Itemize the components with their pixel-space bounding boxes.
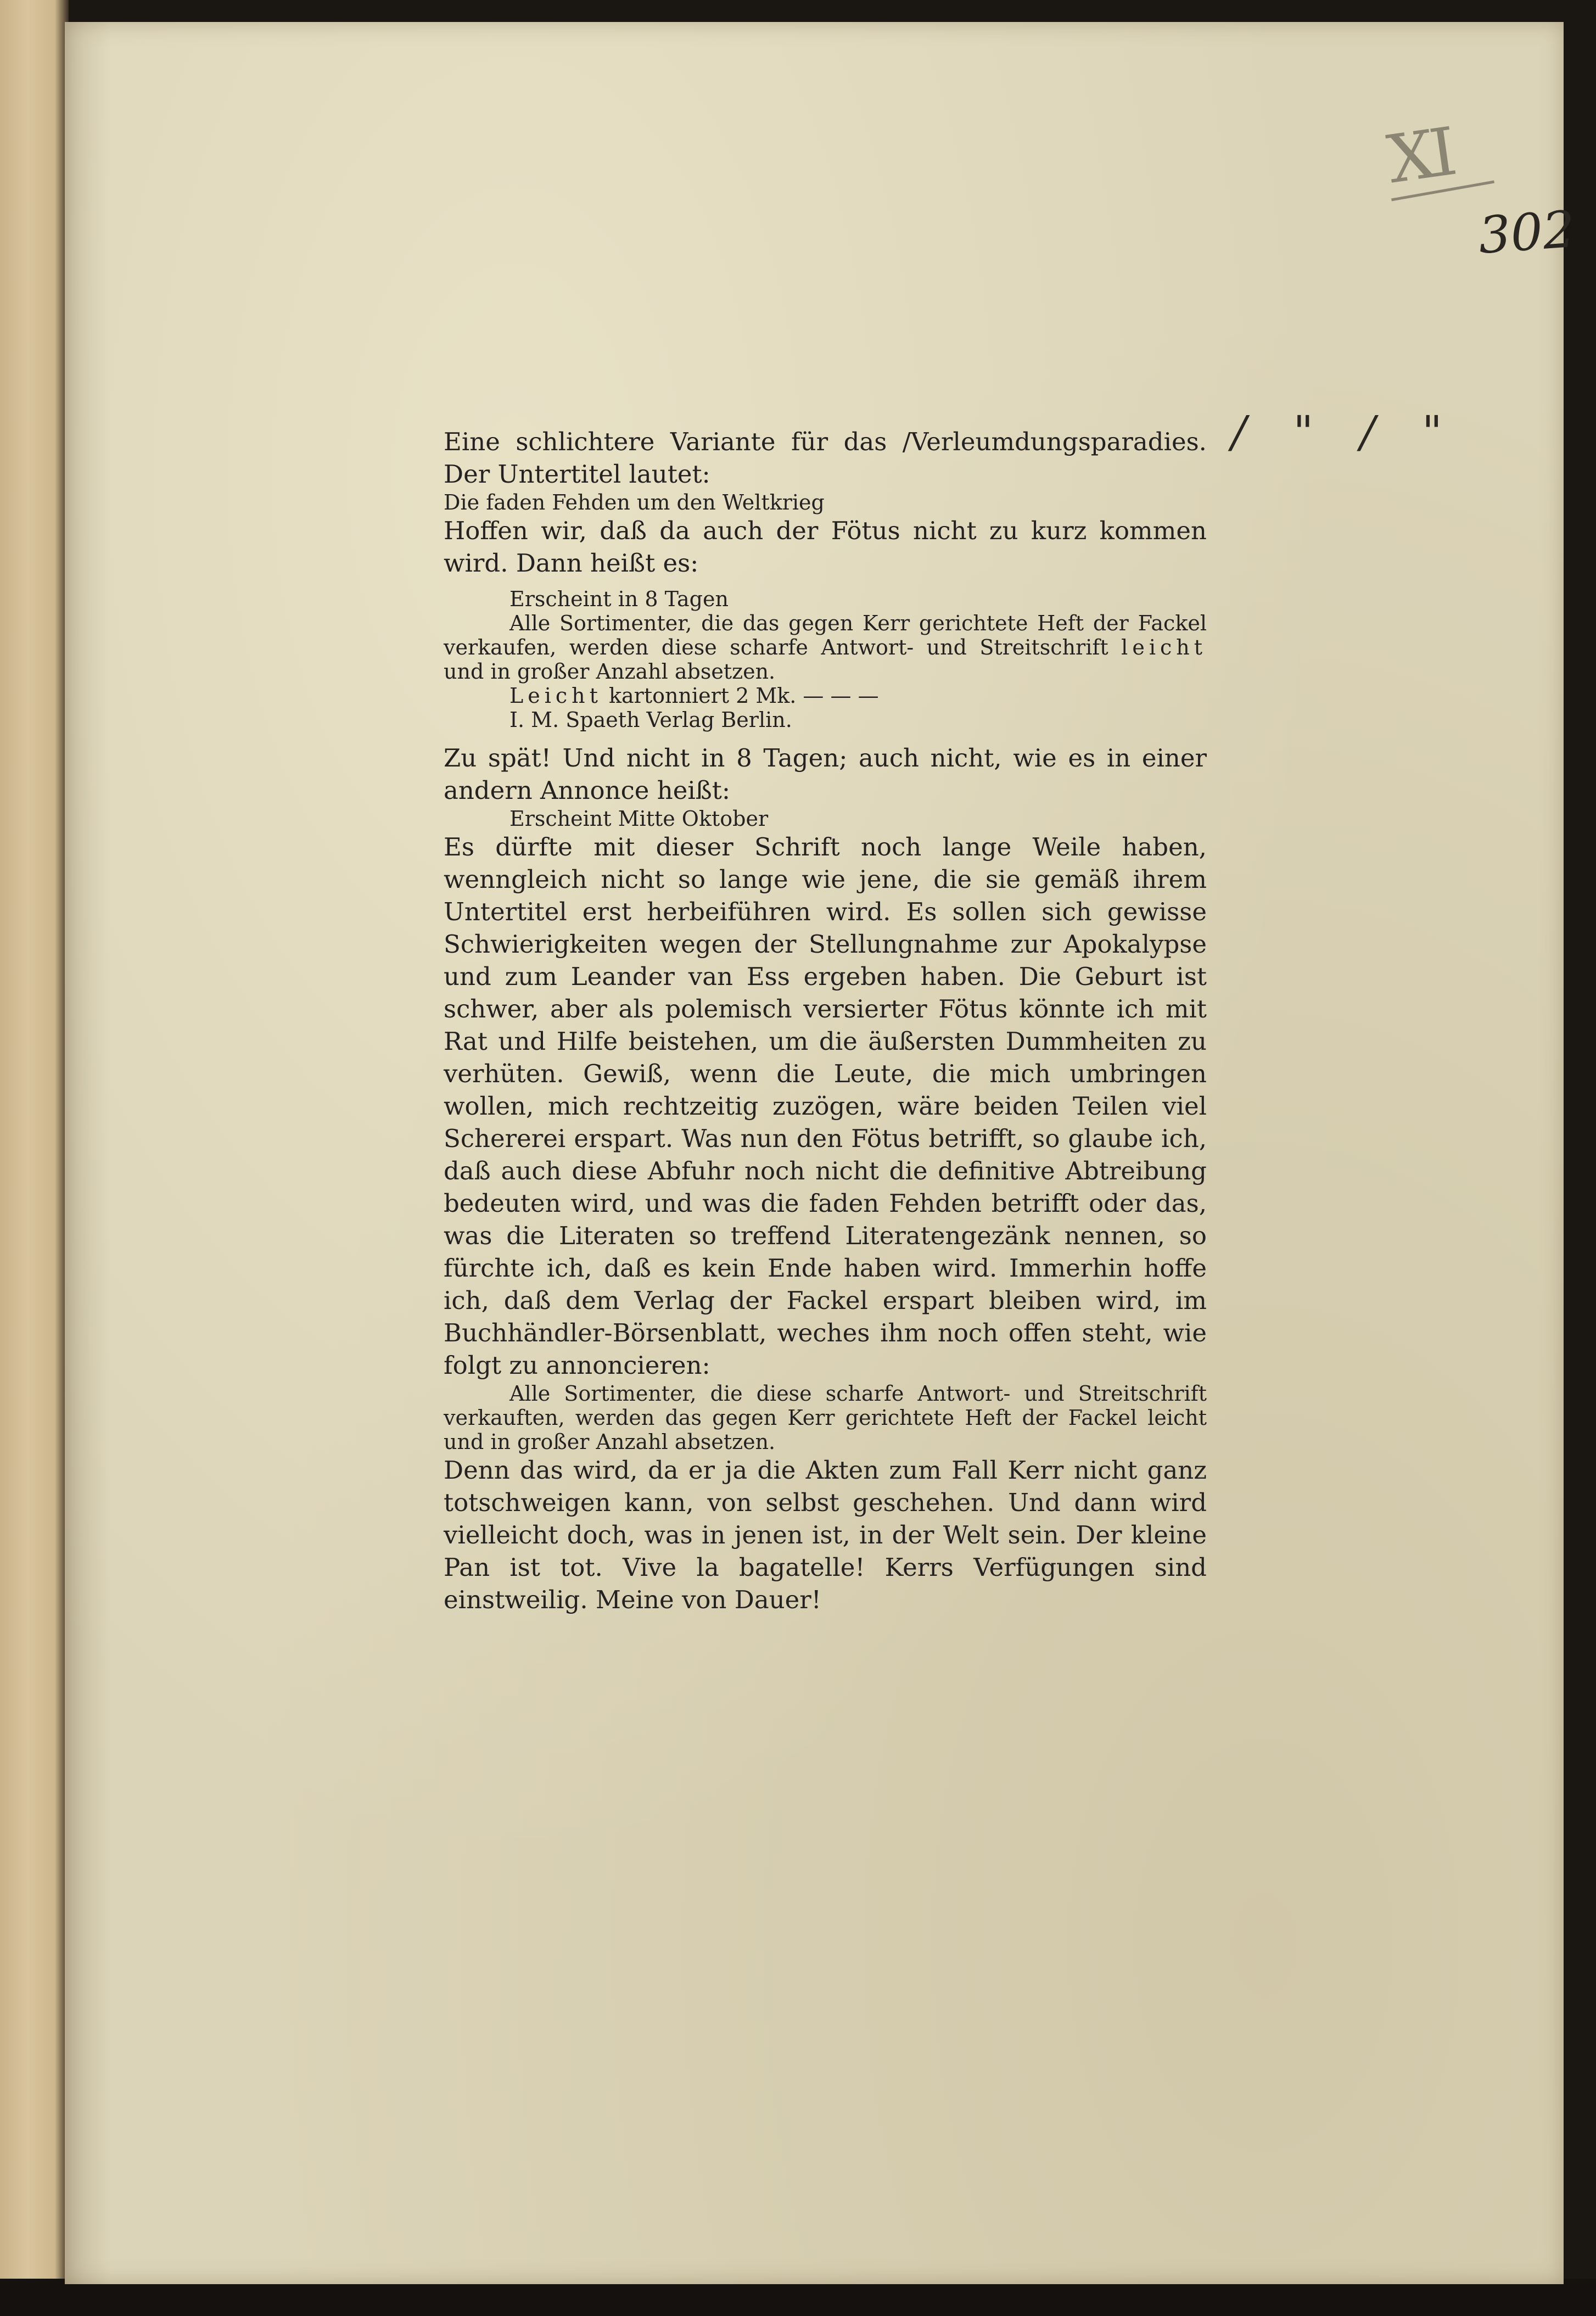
ad1-price-rest: kartonniert 2 Mk. — — — [602,684,879,708]
archive-mark: XI [1382,114,1457,199]
ad1-price [444,684,1207,708]
ad1-body-spaced: leicht [1121,635,1207,659]
scan-background [0,2279,1596,2316]
body-text [444,426,1207,1616]
advertisement-quote-1 [444,587,1207,732]
ad1-body-end: und in großer Anzahl absetzen. [444,659,776,684]
paragraph-4: Es dürfte mit dieser Schrift noch lange Weile haben, wenngleich nicht so lange wie jene, die sie gemäß ihrem Untertitel erst herbeiführen wird. Es sollen sich gewisse Schwierigkeiten wegen der Stellungnahme zur Apokalypse und zum Leander van Ess ergeben haben. Die Geburt ist schwer, aber als polemisch versierter Fötus könnte ich mit Rat und Hilfe beistehen, um die äußersten Dummheiten zu verhüten. Gewiß, wenn die Leute, die mich umbringen wollen, mich rechtzeitig zuzögen, wäre beiden Teilen viel Schererei erspart. Was nun den Fötus betrifft, so glaube ich, daß auch diese Abfuhr noch nicht die definitive Abtreibung bedeuten wird, und was die faden Fehden betrifft oder das, was die Literaten so treffend Literatengezänk nennen, so fürchte ich, daß es kein Ende haben wird. Immerhin hoffe ich, daß dem Verlag der Fackel erspart bleiben wird, im Buchhändler-Börsenblatt, weches ihm noch offen steht, wie folgt zu annoncieren: [444,832,1207,1380]
folio-number: 302 [1476,200,1577,265]
paper-page [65,22,1577,2284]
advertisement-quote-3: Alle Sortimenter, die diese scharfe Antwort- und Streitschrift verkauften, werden das gegen Kerr gerichtete Heft der Fackel leicht und in großer Anzahl absetzen. [444,1381,1207,1454]
ad1-line1: Erscheint in 8 Tagen [509,587,729,611]
ad1-price-spaced: Leicht [509,684,602,708]
paragraph-3: Zu spät! Und nicht in 8 Tagen; auch nicht, wie es in einer andern Annonce heißt: [444,743,1207,805]
paragraph-1: Eine schlichtere Variante für das /Verleumdungsparadies. Der Untertitel lautet: [444,427,1207,489]
ad1-publisher: I. M. Spaeth Verlag Berlin. [509,708,792,732]
paragraph-5: Denn das wird, da er ja die Akten zum Fall Kerr nicht ganz totschweigen kann, von selbst geschehen. Und dann wird vielleicht doch, was in jenen ist, in der Welt sein. Der kleine Pan ist tot. Vive la bagatelle! Kerrs Verfügungen sind einstweilig. Meine von Dauer! [444,1456,1207,1614]
paragraph-2: Hoffen wir, daß da auch der Fötus nicht zu kurz kommen wird. Dann heißt es: [444,516,1207,578]
subtitle-quote: Die faden Fehden um den Weltkrieg [444,490,825,514]
adjacent-page-edge [0,0,69,2316]
advertisement-quote-2: Erscheint Mitte Oktober [509,807,769,831]
ad1-body-start: Alle Sortimenter, die das gegen Kerr gerichtete Heft der Fackel verkaufen, werden diese scharfe Antwort- und Streitschrift [444,611,1207,659]
margin-correction-mark: / " / " [1231,406,1459,457]
ad1-body [444,611,1207,684]
